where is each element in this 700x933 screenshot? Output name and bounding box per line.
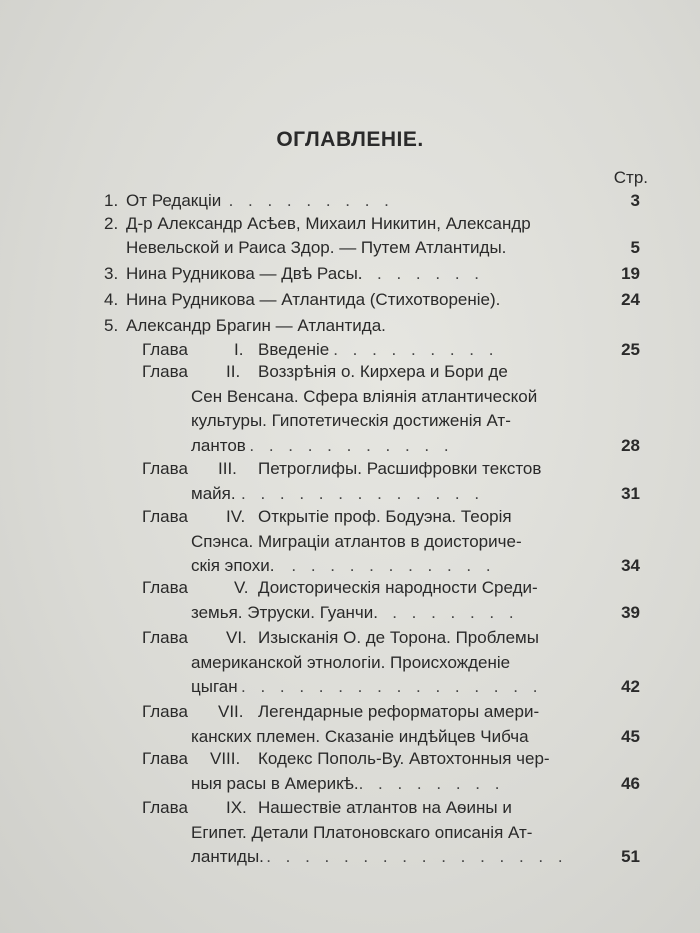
chapter-line: [0, 603, 700, 629]
chapter-line: [0, 578, 700, 604]
chapter-label: Глава: [142, 578, 188, 597]
chapter-text: канских племен. Сказаніе индѣйцев Чибча: [191, 726, 529, 746]
page-number: 46: [621, 773, 640, 793]
page-number: 51: [621, 847, 640, 866]
entry-number: 1.: [104, 191, 119, 210]
chapter-line: [0, 653, 700, 679]
chapter-text: американской этнологіи. Происхожденіе: [191, 652, 511, 672]
chapter-text: Воззрѣнія о. Кирхера и Бори де: [258, 362, 508, 381]
leader-dots: . . . . . . . . . . . . .: [241, 483, 485, 503]
leader-dots: . . . . . . . . . . . . . . . .: [266, 847, 568, 866]
entry-text: Невельской и Раиса Здор. — Путем Атлантиды.: [126, 237, 507, 257]
page-number: 45: [621, 726, 640, 746]
chapter-line: [0, 532, 700, 558]
chapter-text: майя.: [191, 483, 236, 503]
entry-number: 4.: [104, 290, 119, 309]
entry-text: Нина Рудникова — Атлантида (Стихотвореніе).: [126, 290, 501, 309]
leader-dots: . . . . . . . .: [358, 773, 505, 793]
chapter-line: [0, 387, 700, 413]
leader-dots: . . . . . . . . . . .: [249, 435, 454, 455]
chapter-line: [0, 677, 700, 703]
chapter-text: скія эпохи.: [191, 556, 275, 575]
chapter-numeral: IX.: [226, 798, 247, 817]
page-number: 39: [621, 602, 640, 622]
entry-number: 5.: [104, 316, 119, 335]
leader-dots: . . . . . . . . .: [228, 191, 394, 210]
chapter-line: [0, 459, 700, 485]
chapter-label: Глава: [142, 507, 188, 526]
chapter-label: Глава: [142, 628, 188, 647]
chapter-text: Петроглифы. Расшифровки текстов: [258, 459, 542, 478]
chapter-text: Спэнса. Миграціи атлантов в доисториче-: [191, 531, 522, 551]
chapter-line: [0, 847, 700, 873]
chapter-numeral: V.: [234, 578, 249, 597]
toc-entry-line: [0, 290, 700, 316]
page-number: 28: [621, 435, 640, 455]
toc-entry-line: [0, 214, 700, 240]
chapter-label: Глава: [142, 340, 188, 359]
chapter-text: Открытіе проф. Бодуэна. Теорія: [258, 507, 512, 526]
page-number: 42: [621, 677, 640, 696]
chapter-label: Глава: [142, 362, 188, 381]
chapter-label: Глава: [142, 459, 188, 478]
entry-text: От Редакціи: [126, 191, 222, 210]
chapter-line: [0, 411, 700, 437]
chapter-text: Сен Венсана. Сфера вліянія атлантической: [191, 386, 538, 406]
page-number: 34: [621, 556, 640, 575]
toc-entry-line: [0, 238, 700, 264]
chapter-line: [0, 628, 700, 654]
chapter-line: [0, 507, 700, 533]
chapter-line: [0, 798, 700, 824]
chapter-line: [0, 702, 700, 728]
chapter-text: ныя расы в Америкѣ.: [191, 773, 359, 793]
chapter-line: [0, 436, 700, 462]
entry-number: 3.: [104, 264, 119, 283]
chapter-text: лантов: [191, 435, 246, 455]
chapter-numeral: IV.: [226, 507, 246, 526]
entry-number: 2.: [104, 214, 119, 233]
chapter-text: Введеніе: [258, 340, 330, 359]
entry-text: Нина Рудникова — Двѣ Расы.: [126, 264, 363, 283]
chapter-line: [0, 823, 700, 849]
chapter-text: Кодекс Пополь-Ву. Автохтонныя чер-: [258, 749, 550, 768]
chapter-numeral: II.: [226, 362, 241, 381]
chapter-line: [0, 362, 700, 388]
chapter-label: Глава: [142, 798, 188, 817]
chapter-line: [0, 484, 700, 510]
page-title: ОГЛАВЛЕНІЕ.: [276, 128, 424, 151]
chapter-text: Нашествіе атлантов на Аѳины и: [258, 798, 512, 817]
leader-dots: . . . . . . . . . . . . . . . .: [241, 677, 543, 696]
toc-entry-line: [0, 264, 700, 290]
entry-text: Александр Брагин — Атлантида.: [126, 316, 386, 335]
chapter-text: Доисторическія народности Среди-: [258, 578, 538, 597]
leader-dots: . . . . . . .: [357, 264, 484, 283]
page-number: 19: [621, 264, 640, 283]
chapter-text: Египет. Детали Платоновскаго описанія Ат-: [191, 822, 533, 842]
chapter-numeral: VII.: [218, 702, 244, 721]
page-number: 31: [621, 483, 640, 503]
leader-dots: . . . . . . . . .: [333, 340, 499, 359]
chapter-numeral: III.: [218, 459, 237, 478]
leader-dots: . . . . . . . . . . .: [291, 556, 496, 575]
toc-entry-line: [0, 316, 700, 342]
chapter-label: Глава: [142, 702, 188, 721]
chapter-text: земья. Этруски. Гуанчи.: [191, 602, 379, 622]
chapter-line: [0, 749, 700, 775]
page-number: 5: [630, 237, 640, 257]
page-column-label: Стр.: [613, 168, 648, 187]
page-number: 24: [621, 290, 640, 309]
chapter-numeral: VI.: [226, 628, 247, 647]
page-number: 3: [630, 191, 640, 210]
chapter-text: лантиды.: [191, 847, 264, 866]
leader-dots: . . . . . . .: [392, 602, 519, 622]
chapter-numeral: I.: [234, 340, 244, 359]
page-number: 25: [621, 340, 640, 359]
entry-text: Д-р Александр Асѣев, Михаил Никитин, Александр: [126, 214, 531, 233]
chapter-text: Легендарные реформаторы амери-: [258, 702, 540, 721]
chapter-text: культуры. Гипотетическія достиженія Ат-: [191, 411, 511, 430]
chapter-text: Изысканія О. де Торона. Проблемы: [258, 628, 539, 647]
chapter-line: [0, 774, 700, 800]
chapter-numeral: VIII.: [210, 749, 241, 768]
chapter-label: Глава: [142, 749, 188, 768]
chapter-text: цыган: [191, 677, 238, 696]
